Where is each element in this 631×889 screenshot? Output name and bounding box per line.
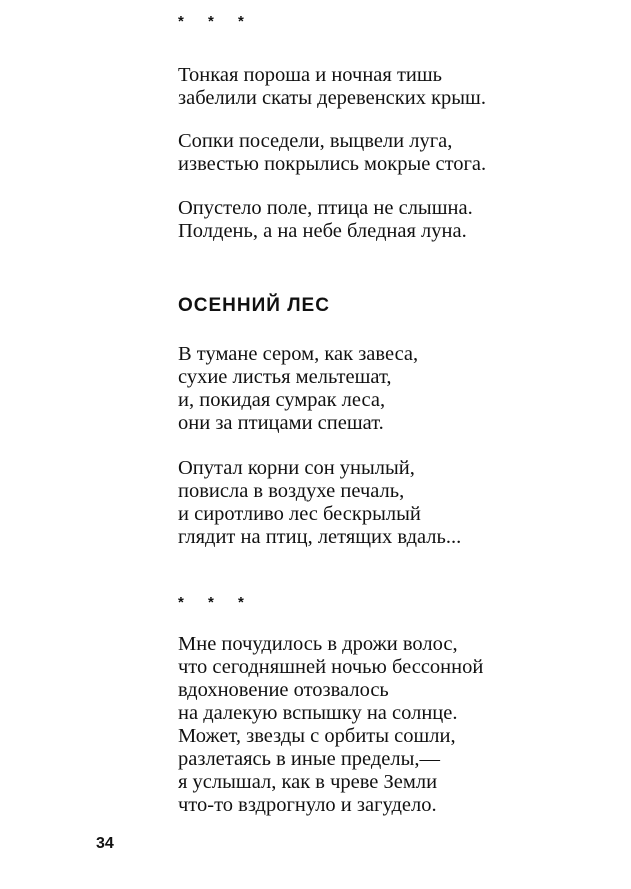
poem1-stanza-3 (178, 197, 473, 243)
verse-line: разлетаясь в иные пределы,— (178, 748, 441, 770)
verse-line: что сегодняшней ночью бессонной (178, 656, 484, 678)
verse-line: Опустело поле, птица не слышна. (178, 197, 473, 219)
verse-line: Полдень, а на небе бледная луна. (178, 220, 467, 242)
verse-line: Мне почудилось в дрожи волос, (178, 633, 458, 655)
verse-line: повисла в воздухе печаль, (178, 480, 405, 502)
verse-line: на далекую вспышку на солнце. (178, 702, 458, 724)
verse-line: сухие листья мельтешат, (178, 366, 392, 388)
page-number: 34 (96, 835, 114, 852)
verse-line: они за птицами спешат. (178, 412, 384, 434)
verse-line: я услышал, как в чреве Земли (178, 771, 438, 793)
verse-line: известью покрылись мокрые стога. (178, 153, 487, 175)
verse-line: и, покидая сумрак леса, (178, 389, 386, 411)
verse-line: Опутал корни сон унылый, (178, 457, 415, 479)
verse-line: Сопки поседели, выцвели луга, (178, 130, 453, 152)
verse-line: вдохновение отозвалось (178, 679, 389, 701)
poem1-stanza-1 (178, 64, 486, 110)
verse-line: Может, звезды с орбиты сошли, (178, 725, 456, 747)
poem2-stanza-2 (178, 457, 461, 549)
poem2-stanza-1 (178, 343, 418, 435)
verse-line: глядит на птиц, летящих вдаль... (178, 526, 462, 548)
poem2-title: ОСЕННИЙ ЛЕС (178, 295, 330, 316)
verse-line: и сиротливо лес бескрылый (178, 503, 421, 525)
poem3-stanza-1 (178, 633, 483, 817)
poem3-separator: * * * (178, 594, 254, 611)
poem1-stanza-2 (178, 130, 486, 176)
verse-line: что-то вздрогнуло и загудело. (178, 794, 437, 816)
poem1-separator: * * * (178, 13, 254, 30)
verse-line: Тонкая пороша и ночная тишь (178, 64, 443, 86)
verse-line: забелили скаты деревенских крыш. (178, 87, 486, 109)
verse-line: В тумане сером, как завеса, (178, 343, 419, 365)
